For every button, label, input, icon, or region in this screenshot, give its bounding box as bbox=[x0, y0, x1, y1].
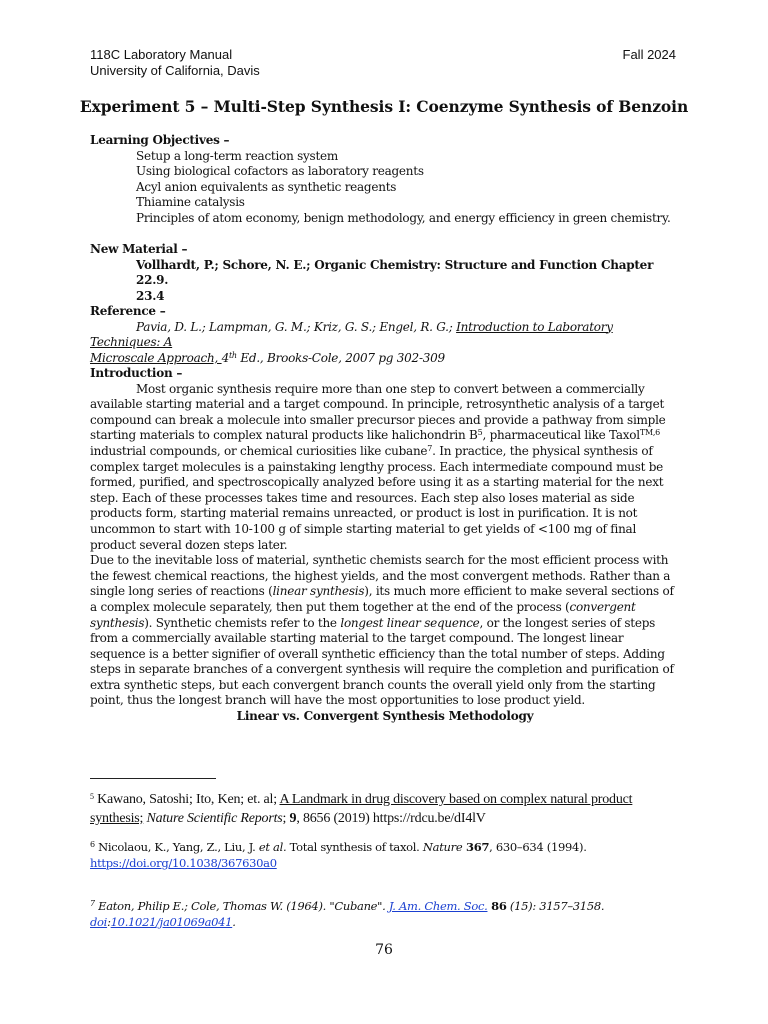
footnote-volume: 86 bbox=[487, 899, 507, 913]
footnote-details: , 8656 (2019) https://rdcu.be/dI4lV bbox=[296, 811, 486, 826]
footnote-5 bbox=[90, 790, 680, 828]
footnote-separator-text: ; bbox=[282, 811, 290, 826]
footnote-article-title: Total synthesis of taxol. bbox=[286, 840, 423, 854]
objective-item: Setup a long-term reaction system bbox=[136, 148, 339, 163]
new-material-citation bbox=[90, 258, 680, 305]
trademark-mark: TM bbox=[639, 428, 653, 438]
footnote-doi-link[interactable]: 10.1021/ja01069a041 bbox=[110, 914, 233, 929]
footnote-pages: , 630–634 (1994). bbox=[489, 840, 587, 854]
introduction-heading: Introduction – bbox=[90, 366, 183, 380]
figure-subheading: Linear vs. Convergent Synthesis Methodology bbox=[236, 709, 534, 724]
objective-item: Acyl anion equivalents as synthetic reagents bbox=[136, 179, 397, 194]
page-title: Experiment 5 – Multi-Step Synthesis I: Coenzyme Synthesis of Benzoin bbox=[79, 97, 689, 116]
learning-objectives-heading: Learning Objectives – bbox=[90, 133, 230, 147]
footnote-pages: (15): 3157–3158. bbox=[506, 899, 605, 913]
introduction-section bbox=[90, 366, 680, 725]
reference-heading: Reference – bbox=[90, 304, 166, 318]
footnote-colon: : bbox=[107, 914, 111, 929]
footnote-etal: et al. bbox=[258, 840, 287, 854]
reference-edition-suffix: th bbox=[228, 350, 237, 360]
footnote-journal: Nature bbox=[422, 840, 463, 854]
intro-p1-text: , pharmaceutical like Taxol bbox=[482, 428, 640, 443]
new-material-line1: Vollhardt, P.; Schore, N. E.; Organic Chemistry: Structure and Function Chapter 22.9. bbox=[136, 257, 654, 288]
term-longest-linear-sequence: longest linear sequence bbox=[340, 615, 480, 630]
term-convergent-synthesis: convergent synthesis bbox=[90, 599, 636, 630]
footnote-volume: 9 bbox=[289, 811, 297, 826]
footnote-end: . bbox=[232, 914, 236, 929]
reference-citation bbox=[90, 320, 680, 367]
footnote-6 bbox=[90, 840, 680, 871]
intro-p2-text: Due to the inevitable loss of material, synthetic chemists search for the most efficient process with the fewest chemical reactions, the highest yields, and the most convergent methods. Rather than a single long series of reactions ( bbox=[90, 553, 671, 599]
footnote-7 bbox=[90, 899, 680, 930]
footnote-separator bbox=[90, 778, 216, 779]
intro-p2-text: ), its much more efficient to make several sections of a complex molecule separately, then put them together at the end of the process ( bbox=[90, 584, 674, 614]
introduction-paragraph-2 bbox=[90, 553, 680, 709]
intro-p1-text: . In practice, the physical synthesis of complex target molecules is a painstaking lengthy process. Each intermediate compound must be formed, purified, and spectroscopically analyzed before using it as a starting material for the next step. Each of these processes takes time and resources. Each step also loses material as side products form, starting material remains unreacted, or product is lost in purification. It is not uncommon to start with 10-100 g of simple starting material to get yields of <100 mg of final product several dozen steps later. bbox=[90, 443, 664, 552]
learning-objectives-section bbox=[90, 133, 680, 227]
reference-book-title-cont: Microscale Approach, bbox=[90, 350, 222, 365]
footnote-ref-7[interactable]: 7 bbox=[427, 443, 433, 453]
reference-section bbox=[90, 304, 680, 366]
intro-p1-text: Most organic synthesis require more than one step to convert between a commercially available starting material and a target compound. In principle, retrosynthetic analysis of a target compound can break a molecule into smaller precursor pieces and provide a pathway from simple starting materials to complex natural products like halichondrin B bbox=[90, 381, 666, 443]
new-material-line2: 23.4 bbox=[136, 288, 165, 303]
objective-item: Principles of atom economy, benign methodology, and energy efficiency in green chemistry. bbox=[136, 210, 671, 225]
running-header-left bbox=[90, 47, 260, 79]
new-material-section bbox=[90, 242, 680, 304]
course-name: 118C Laboratory Manual bbox=[90, 47, 233, 62]
reference-edition: 4 bbox=[221, 350, 229, 365]
intro-p1-text: industrial compounds, or chemical curiosities like cubane bbox=[90, 443, 428, 458]
objective-item: Thiamine catalysis bbox=[136, 195, 245, 210]
new-material-heading: New Material – bbox=[90, 242, 188, 256]
running-header-term: Fall 2024 bbox=[622, 47, 676, 62]
footnote-ref-6[interactable]: ,6 bbox=[652, 428, 661, 438]
footnote-text: Eaton, Philip E.; Cole, Thomas W. (1964). "Cubane". bbox=[94, 899, 389, 913]
footnote-journal-link[interactable]: J. Am. Chem. Soc. bbox=[388, 899, 488, 913]
footnote-volume: 367 bbox=[462, 840, 490, 854]
footnote-number: 7 bbox=[90, 899, 95, 908]
reference-authors: Pavia, D. L.; Lampman, G. M.; Kriz, G. S.; Engel, R. G.; bbox=[136, 319, 457, 334]
reference-book-title: Introduction to Laboratory Techniques: A bbox=[90, 319, 613, 350]
page-number: 76 bbox=[375, 942, 393, 958]
footnote-ref-5[interactable]: 5 bbox=[477, 428, 483, 438]
footnote-authors: Kawano, Satoshi; Ito, Ken; et. al; bbox=[93, 792, 280, 807]
intro-p2-text: ). Synthetic chemists refer to the bbox=[144, 615, 341, 630]
intro-p2-text: , or the longest series of steps from a commercially available starting material to the target compound. The longest linear sequence is a better signifier of overall synthetic efficiency than the total number of steps. Adding steps in separate branches of a convergent synthesis will require the completion and purification of extra synthetic steps, but each convergent branch counts the overall yield only from the starting point, thus the longest branch will have the most opportunities to lose product yield. bbox=[90, 615, 674, 708]
footnote-doi-label-link[interactable]: doi bbox=[90, 914, 108, 929]
university-name: University of California, Davis bbox=[90, 63, 260, 78]
objective-item: Using biological cofactors as laboratory reagents bbox=[136, 164, 424, 179]
footnote-journal: Nature Scientific Reports bbox=[143, 811, 283, 826]
term-linear-synthesis: linear synthesis bbox=[272, 584, 365, 599]
footnote-doi-link[interactable]: https://doi.org/10.1038/367630a0 bbox=[90, 855, 277, 870]
reference-publisher: Ed., Brooks-Cole, 2007 pg 302-309 bbox=[236, 350, 445, 365]
footnote-number: 5 bbox=[90, 792, 94, 801]
footnote-number: 6 bbox=[90, 840, 95, 849]
footnote-article-title: A Landmark in drug discovery based on complex natural product synthesis; bbox=[90, 792, 633, 826]
footnote-authors: Nicolaou, K., Yang, Z., Liu, J. bbox=[94, 840, 259, 854]
introduction-paragraph-1 bbox=[90, 382, 680, 554]
